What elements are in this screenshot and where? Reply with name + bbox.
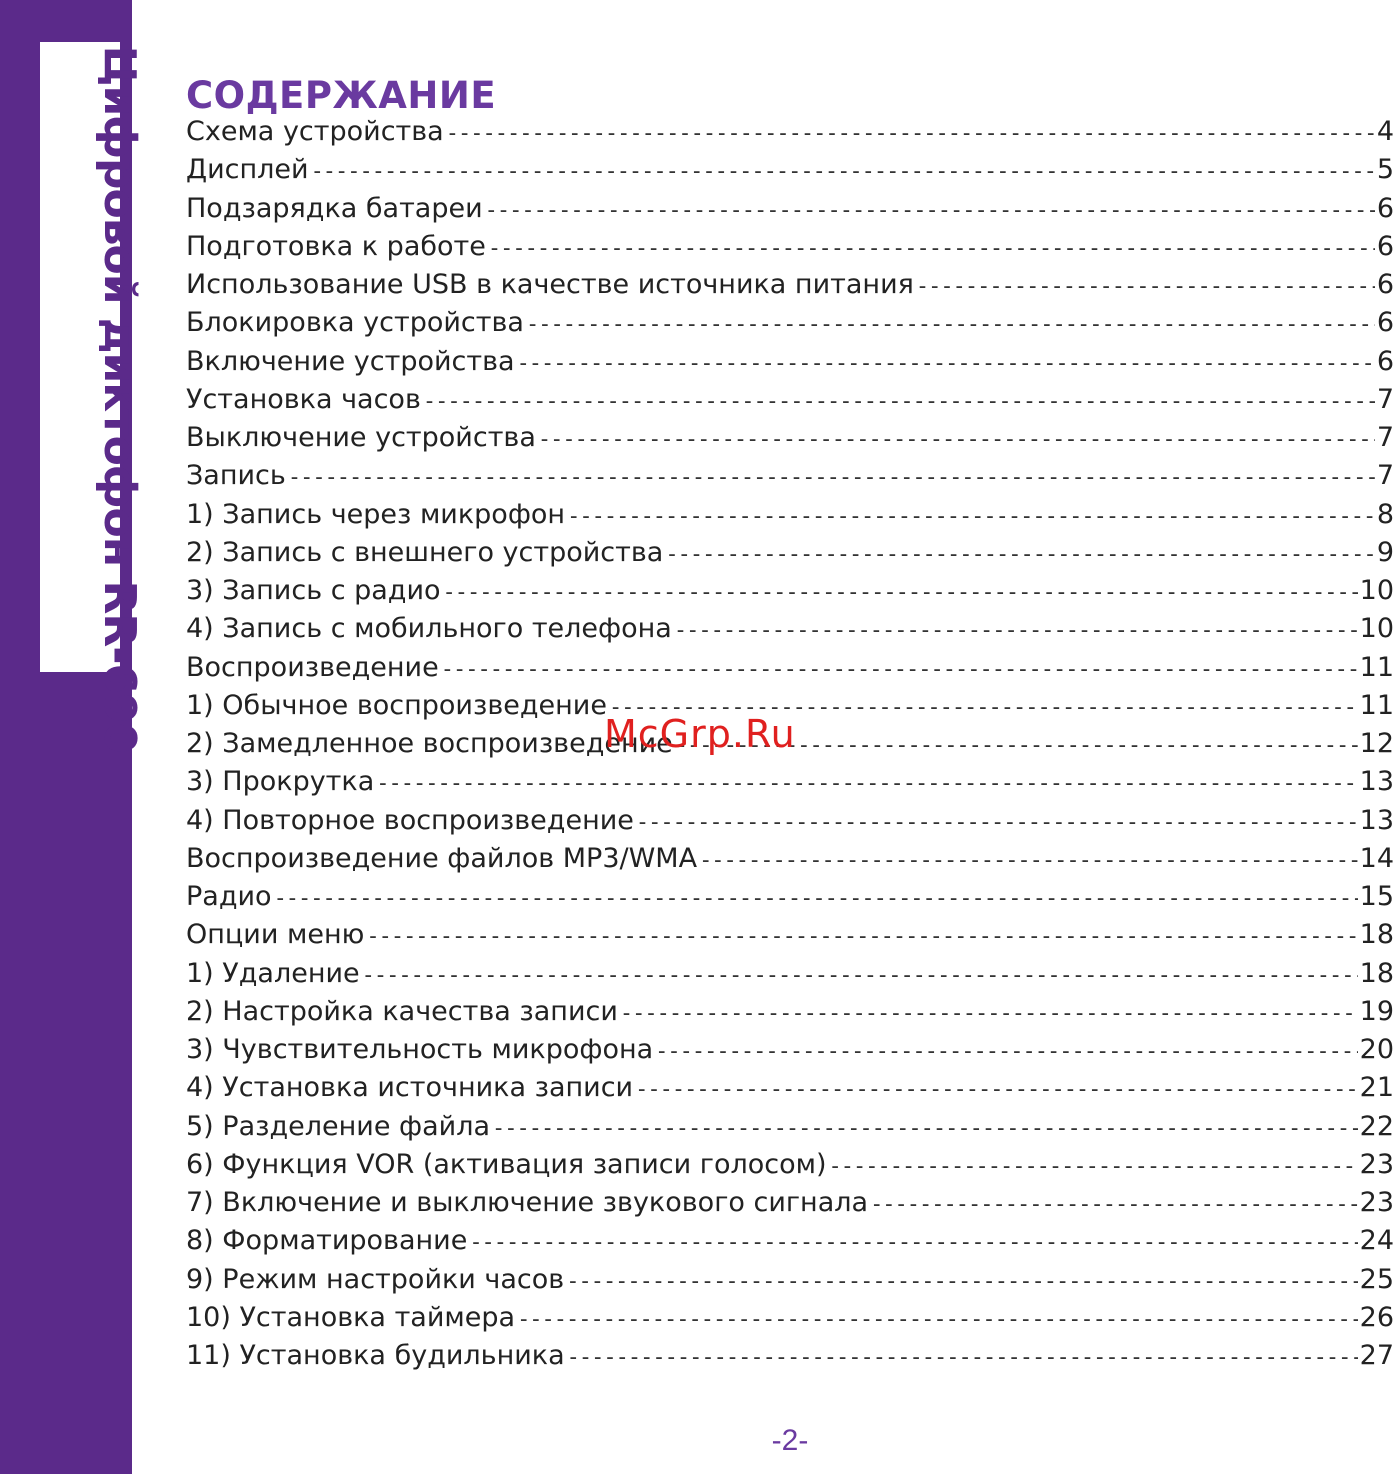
- toc-entry[interactable]: [186, 805, 1394, 843]
- toc-dot-leader: [674, 618, 1358, 643]
- toc-dot-leader: [274, 886, 1358, 911]
- toc-entry[interactable]: [186, 1302, 1394, 1340]
- toc-entry-page: 11: [1359, 651, 1394, 683]
- toc-dot-leader: [423, 389, 1375, 414]
- toc-entry-page: 7: [1376, 383, 1394, 415]
- toc-dot-leader: [288, 465, 1375, 490]
- toc-entry[interactable]: [186, 881, 1394, 919]
- page-title: СОДЕРЖАНИЕ: [186, 74, 497, 117]
- toc-entry-page: 27: [1359, 1340, 1394, 1371]
- toc-entry-label: Запись: [186, 460, 286, 492]
- toc-entry-page: 6: [1376, 345, 1394, 377]
- toc-entry-page: 7: [1376, 460, 1394, 492]
- toc-dot-leader: [567, 1345, 1358, 1370]
- toc-entry-page: 11: [1359, 689, 1394, 721]
- toc-entry[interactable]: [186, 346, 1394, 384]
- toc-dot-leader: [366, 924, 1357, 949]
- toc-dot-leader: [517, 1307, 1358, 1332]
- toc-entry[interactable]: [186, 384, 1394, 422]
- toc-dot-leader: [443, 580, 1358, 605]
- toc-entry-page: 20: [1359, 1034, 1394, 1065]
- toc-entry-label: 3) Запись с радио: [186, 575, 441, 606]
- toc-dot-leader: [441, 657, 1358, 682]
- toc-dot-leader: [699, 848, 1358, 873]
- toc-entry-label: 8) Форматирование: [186, 1225, 468, 1257]
- toc-entry-page: 12: [1359, 728, 1394, 759]
- toc-entry[interactable]: [186, 613, 1394, 651]
- toc-dot-leader: [311, 159, 1375, 184]
- toc-entry-label: 6) Функция VOR (активация записи голосом): [186, 1148, 827, 1180]
- toc-dot-leader: [526, 312, 1375, 337]
- toc-entry-label: Воспроизведение: [186, 651, 439, 683]
- toc-dot-leader: [655, 1039, 1357, 1064]
- sidebar-band: [0, 0, 146, 1474]
- toc-entry-page: 14: [1359, 842, 1394, 874]
- toc-entry-label: Подготовка к работе: [186, 230, 486, 262]
- toc-dot-leader: [567, 504, 1375, 529]
- toc-entry-label: 4) Запись с мобильного телефона: [186, 613, 672, 645]
- toc-entry[interactable]: [186, 154, 1394, 192]
- toc-entry-page: 6: [1376, 307, 1394, 339]
- toc-entry-page: 9: [1376, 536, 1394, 568]
- toc-dot-leader: [492, 1116, 1358, 1141]
- page-number: -2-: [771, 1424, 809, 1457]
- toc-entry-label: 5) Разделение файла: [186, 1110, 491, 1142]
- toc-entry-page: 7: [1376, 422, 1394, 453]
- toc-dot-leader: [829, 1154, 1358, 1179]
- toc-entry-label: Установка часов: [186, 383, 421, 415]
- toc-entry-page: 21: [1359, 1072, 1394, 1104]
- toc-entry[interactable]: [186, 537, 1394, 575]
- toc-entry[interactable]: [186, 919, 1394, 957]
- toc-entry-page: 6: [1376, 230, 1394, 262]
- toc-dot-leader: [538, 427, 1375, 452]
- toc-entry-label: 1) Запись через микрофон: [186, 498, 566, 530]
- toc-entry-page: 8: [1376, 498, 1394, 530]
- toc-entry-label: 1) Удаление: [186, 957, 360, 989]
- toc-entry-label: 7) Включение и выключение звукового сигнала: [186, 1187, 869, 1218]
- toc-entry-label: 3) Чувствительность микрофона: [186, 1034, 654, 1065]
- toc-dot-leader: [870, 1192, 1358, 1217]
- toc-entry[interactable]: [186, 1072, 1394, 1110]
- toc-entry[interactable]: [186, 1034, 1394, 1072]
- toc-entry-page: 5: [1376, 154, 1394, 186]
- toc-entry-label: Опции меню: [186, 919, 365, 951]
- toc-dot-leader: [488, 236, 1375, 261]
- toc-dot-leader: [620, 1001, 1358, 1026]
- toc-entry-label: Блокировка устройства: [186, 307, 524, 339]
- toc-entry-label: Воспроизведение файлов MP3/WMA: [186, 842, 698, 874]
- toc-entry-label: 2) Запись с внешнего устройства: [186, 536, 664, 568]
- toc-entry-page: 19: [1359, 995, 1394, 1027]
- toc-entry-page: 10: [1359, 613, 1394, 645]
- toc-entry-label: 3) Прокрутка: [186, 766, 375, 798]
- toc-dot-leader: [376, 771, 1357, 796]
- toc-entry-page: 18: [1359, 919, 1394, 951]
- toc-entry[interactable]: [186, 843, 1394, 881]
- toc-entry[interactable]: [186, 958, 1394, 996]
- toc-entry-page: 26: [1359, 1301, 1394, 1333]
- toc-entry-label: Дисплей: [186, 154, 309, 186]
- toc-entry-label: 10) Установка таймера: [186, 1301, 516, 1333]
- watermark: McGrp.Ru: [604, 712, 796, 756]
- toc-entry[interactable]: [186, 269, 1394, 307]
- toc-entry-label: 11) Установка будильника: [186, 1340, 565, 1371]
- toc-entry-label: Включение устройства: [186, 345, 515, 377]
- toc-dot-leader: [446, 121, 1375, 146]
- toc-entry-page: 22: [1359, 1110, 1394, 1142]
- toc-entry[interactable]: [186, 307, 1394, 345]
- toc-entry-label: Схема устройства: [186, 116, 444, 147]
- toc-entry[interactable]: [186, 652, 1394, 690]
- toc-entry-page: 13: [1359, 766, 1394, 798]
- toc-dot-leader: [636, 810, 1358, 835]
- toc-entry-page: 23: [1359, 1148, 1394, 1180]
- toc-entry[interactable]: [186, 193, 1394, 231]
- toc-entry[interactable]: [186, 996, 1394, 1034]
- toc-entry[interactable]: [186, 499, 1394, 537]
- toc-entry[interactable]: [186, 231, 1394, 269]
- toc-entry[interactable]: [186, 460, 1394, 498]
- toc-entry-page: 10: [1359, 575, 1394, 606]
- toc-entry[interactable]: [186, 422, 1394, 460]
- toc-entry-page: 24: [1359, 1225, 1394, 1257]
- toc-entry[interactable]: [186, 575, 1394, 613]
- toc-dot-leader: [665, 542, 1374, 567]
- toc-entry[interactable]: [186, 116, 1394, 154]
- toc-entry-label: 4) Установка источника записи: [186, 1072, 634, 1104]
- toc-entry-page: 13: [1359, 804, 1394, 836]
- toc-entry-label: 1) Обычное воспроизведение: [186, 689, 607, 721]
- toc-entry-page: 6: [1376, 192, 1394, 224]
- toc-entry-label: 2) Замедленное воспроизведение: [186, 728, 673, 759]
- toc-dot-leader: [469, 1230, 1357, 1255]
- toc-entry-label: Подзарядка батареи: [186, 192, 483, 224]
- toc-entry[interactable]: [186, 1264, 1394, 1302]
- toc-dot-leader: [362, 963, 1358, 988]
- toc-entry-page: 6: [1376, 269, 1394, 300]
- toc-entry[interactable]: [186, 1225, 1394, 1263]
- toc-dot-leader: [485, 198, 1375, 223]
- toc-entry[interactable]: [186, 1149, 1394, 1187]
- toc-dot-leader: [635, 1077, 1358, 1102]
- toc-entry-page: 18: [1359, 957, 1394, 989]
- toc-entry-label: 2) Настройка качества записи: [186, 995, 618, 1027]
- toc-entry-label: Радио: [186, 881, 272, 912]
- toc-dot-leader: [916, 274, 1375, 299]
- toc-entry-page: 23: [1359, 1187, 1394, 1218]
- toc-entry[interactable]: [186, 766, 1394, 804]
- toc-entry-label: 4) Повторное воспроизведение: [186, 804, 634, 836]
- toc-entry-label: Выключение устройства: [186, 422, 536, 453]
- toc-entry-label: Использование USB в качестве источника питания: [186, 269, 914, 300]
- sidebar-product-name: Цифровой диктофон RR-690: [94, 45, 146, 753]
- toc-entry[interactable]: [186, 1187, 1394, 1225]
- toc-entry-page: 4: [1376, 116, 1394, 147]
- toc-entry-label: 9) Режим настройки часов: [186, 1263, 565, 1295]
- toc-entry[interactable]: [186, 1111, 1394, 1149]
- sidebar-label-box: [40, 42, 146, 753]
- toc-entry-page: 25: [1359, 1263, 1394, 1295]
- toc-entry[interactable]: [186, 1340, 1394, 1378]
- toc-entry-page: 15: [1359, 881, 1394, 912]
- toc-dot-leader: [566, 1269, 1357, 1294]
- toc-dot-leader: [517, 351, 1375, 376]
